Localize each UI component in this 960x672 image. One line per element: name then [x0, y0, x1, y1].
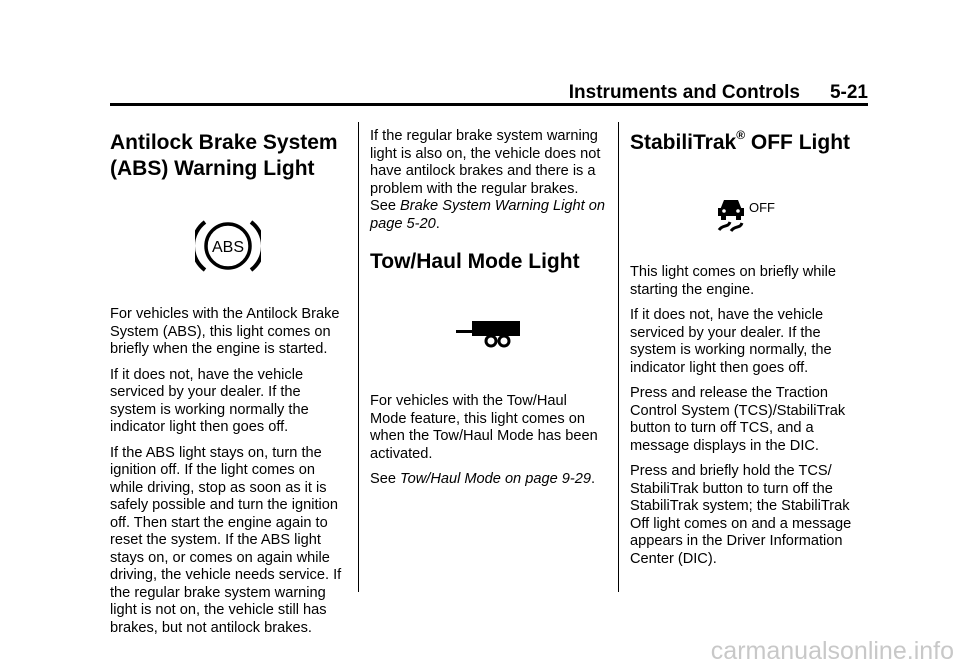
- column-divider-2: [618, 122, 619, 592]
- column-abs: [110, 120, 346, 645]
- section-title: Instruments and Controls: [568, 82, 800, 103]
- trailer-icon: [456, 319, 520, 349]
- header-rule: [110, 103, 868, 106]
- stabilitrak-paragraph-2: If it does not, have the vehicle serviced by your dealer. If the system is working normally, the indicator light then goes off.: [630, 307, 832, 376]
- abs-icon-text: ABS: [211, 239, 245, 256]
- stabilitrak-icon-wrap: [630, 164, 866, 264]
- stabilitrak-paragraph-1: This light comes on briefly while starting the engine.: [630, 264, 837, 298]
- towhaul-see: See Tow/Haul Mode on page 9-29.: [370, 471, 596, 487]
- stabilitrak-off-icon: [716, 194, 780, 234]
- abs-paragraph-1: For vehicles with the Antilock Brake System (ABS), this light comes on briefly when the engine is started.: [110, 306, 340, 357]
- stabilitrak-icon-text: OFF: [749, 200, 775, 215]
- towhaul-heading: Tow/Haul Mode Light: [370, 250, 580, 273]
- stabilitrak-paragraph-3: Press and release the Traction Control System (TCS)/StabiliTrak button to turn off TCS, and a message displays in the DIC.: [630, 385, 846, 454]
- abs-warning-icon: [195, 218, 261, 274]
- column-towhaul: [370, 120, 606, 497]
- abs-heading: Antilock Brake System (ABS) Warning Light: [110, 131, 338, 180]
- page-header: [110, 82, 868, 104]
- watermark: carmanualsonline.info: [710, 637, 954, 665]
- abs-icon-wrap: [110, 200, 346, 292]
- column-stabilitrak: [630, 120, 866, 576]
- abs-paragraph-2: If it does not, have the vehicle serviced by your dealer. If the system is working normally the indicator light then goes off.: [110, 366, 309, 435]
- abs-paragraph-3: If the ABS light stays on, turn the ignition off. If the light comes on while driving, stop as soon as it is safely possible and turn the ignition off. Then start the engine again to reset the system. If the ABS light stays on, or comes on again while driving, the vehicle needs service. If the regular brake system warning light is not on, the vehicle still has brakes, but not antilock brakes.: [110, 444, 342, 636]
- brake-warning-ref[interactable]: Brake System Warning Light on page 5-20: [370, 198, 605, 232]
- stabilitrak-heading: StabiliTrak® OFF Light: [630, 128, 851, 154]
- stabilitrak-paragraph-4: Press and briefly hold the TCS/ StabiliTrak button to turn off the StabiliTrak system; the StabiliTrak Off light comes on and a message appears in the Driver Information Center (DIC).: [630, 463, 852, 567]
- towhaul-mode-ref[interactable]: Tow/Haul Mode on page 9-29: [400, 471, 591, 487]
- towhaul-paragraph: For vehicles with the Tow/Haul Mode feature, this light comes on when the Tow/Haul Mode has been activated.: [370, 393, 598, 462]
- towhaul-icon-wrap: [370, 275, 606, 393]
- registered-mark: ®: [736, 128, 746, 142]
- page-number: 5-21: [829, 82, 868, 103]
- brake-continuation: If the regular brake system warning light is also on, the vehicle does not have antilock brakes and there is a problem with the regular brakes. See Brake System Warning Light on page 5-20.: [370, 128, 605, 232]
- column-divider-1: [358, 122, 359, 592]
